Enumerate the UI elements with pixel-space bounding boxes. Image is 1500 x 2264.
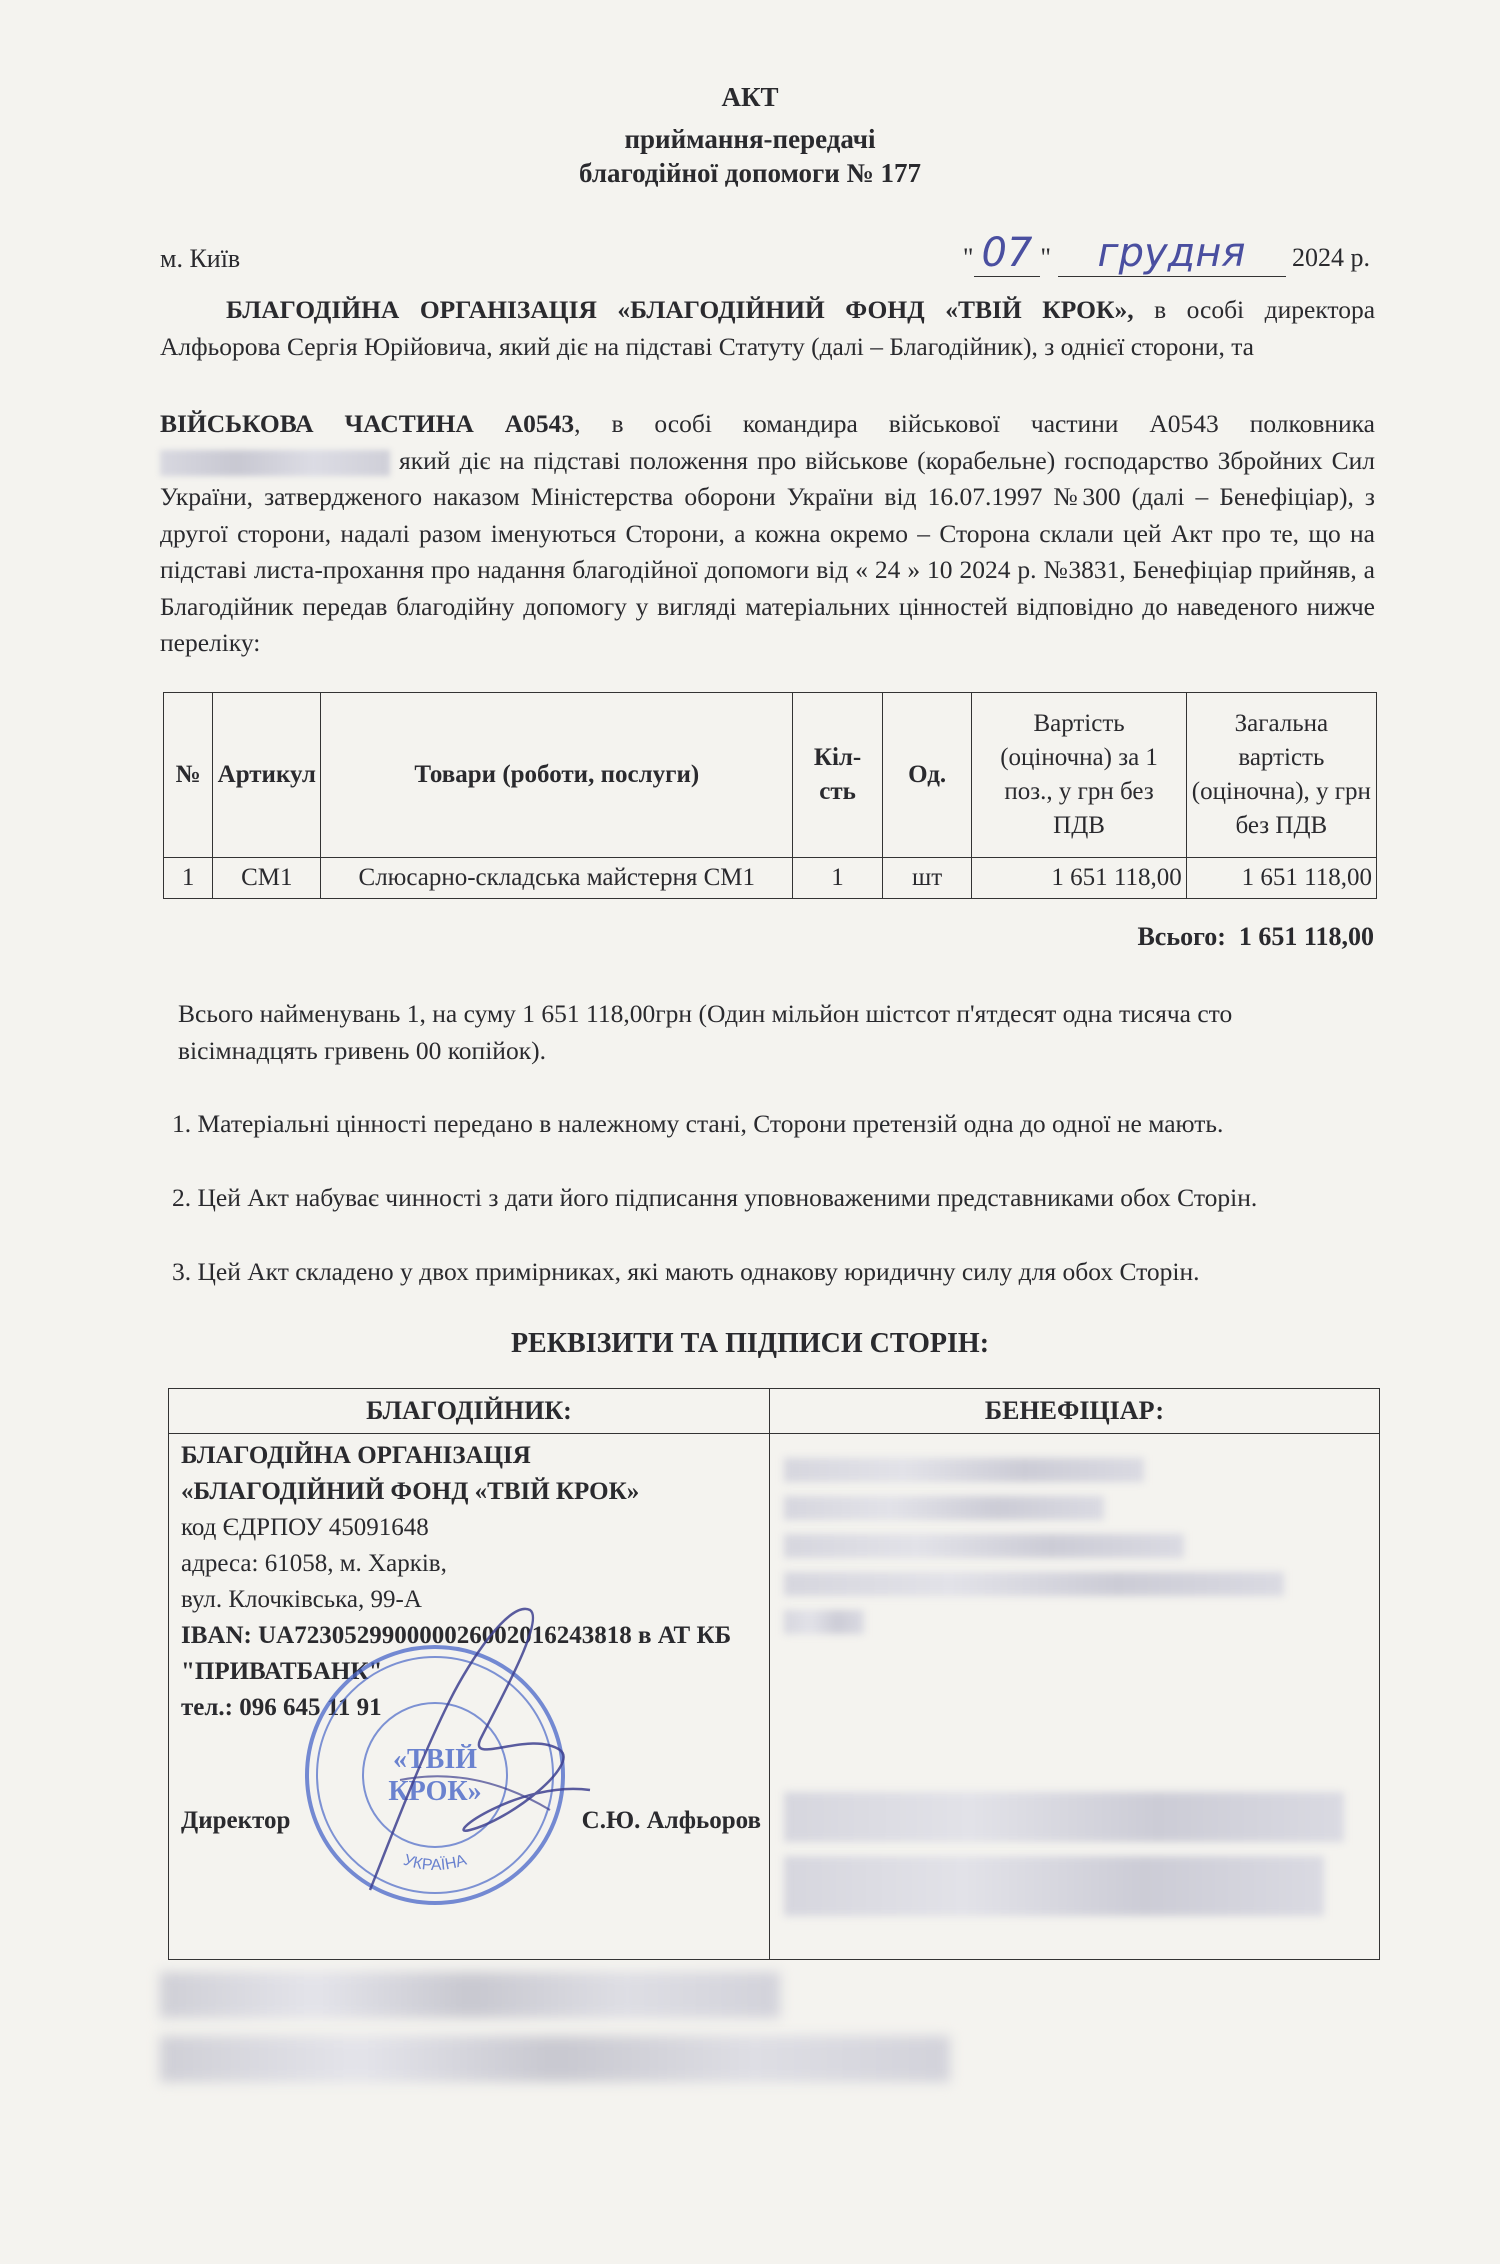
col-goods: Товари (роботи, послуги)	[321, 693, 793, 858]
stamp-center-2: КРОК»	[388, 1776, 482, 1807]
donor-org-text: в особі директора Алфьорова Сергія Юрійовича, який діє на підставі Статуту (далі – Благодійник), з однієї сторони, та	[160, 295, 1376, 361]
col-no: №	[164, 693, 213, 858]
city: м. Київ	[160, 244, 241, 273]
clause-1: 1. Матеріальні цінності передано в належному стані, Сторони претензій одна до одної не мають.	[172, 1109, 1224, 1138]
redacted-bottom-1	[160, 1972, 780, 2018]
stamp-center-1: «ТВІЙ	[392, 1744, 478, 1775]
beneficiary-redacted	[770, 1434, 1379, 1940]
grand-total	[1137, 922, 1374, 952]
col-sku: Артикул	[213, 693, 321, 858]
col-unit: Од.	[882, 693, 972, 858]
cell-qty: 1	[793, 858, 883, 899]
table-row	[164, 858, 1377, 899]
donor-address-1: адреса: 61058, м. Харків,	[181, 1550, 447, 1577]
beneficiary-paragraph	[160, 406, 1375, 662]
donor-iban: IBAN: UA723052990000026002016243818 в АТ КБ "ПРИВАТБАНК"	[181, 1622, 732, 1685]
donor-name-2: «БЛАГОДІЙНИЙ ФОНД «ТВІЙ КРОК»	[181, 1478, 640, 1505]
summary-text: Всього найменувань 1, на суму 1 651 118,00грн (Один мільйон шістсот п'ятдесят одна тисяча сто вісімнадцять гривень 00 копійок).	[178, 999, 1233, 1065]
donor-head: БЛАГОДІЙНИК:	[169, 1389, 769, 1434]
date-day: 07	[974, 230, 1041, 277]
clause-2: 2. Цей Акт набуває чинності з дати його підписання уповноваженими представниками обох Сторін.	[172, 1183, 1258, 1212]
doc-number: благодійної допомоги № 177	[579, 158, 921, 188]
date-month: грудня	[1058, 230, 1286, 277]
date-year: 2024 р.	[1292, 243, 1370, 272]
table-header-row	[164, 693, 1377, 858]
beneficiary-head: БЕНЕФІЦІАР:	[770, 1389, 1379, 1434]
total-label: Всього:	[1137, 922, 1226, 951]
donor-address-2: вул. Клочківська, 99-А	[181, 1586, 422, 1613]
cell-goods: Слюсарно-складська майстерня СМ1	[321, 858, 793, 899]
stamp-bottom: УКРАЇНА	[401, 1851, 469, 1875]
doc-title: АКТ	[721, 82, 779, 112]
doc-subtitle: приймання-передачі	[624, 124, 876, 154]
unit-text-2: який діє на підставі положення про військове (корабельне) господарство Збройних Сил України, затвердженого наказом Міністерства оборони України від 16.07.1997 №300 (далі – Бенефіціар), з другої сторони, надалі разом іменуються Сторони, а кожна окремо – Сторона склали цей Акт про те, що на підставі листа-прохання про надання благодійної допомоги від « 24 » 10 2024 р. №3831, Бенефіціар прийняв, а Благодійник передав благодійну допомогу у вигляді матеріальних цінностей відповідно до наведеного нижче переліку:	[160, 445, 1375, 657]
intro-paragraph	[160, 292, 1375, 365]
signature-icon	[330, 1580, 630, 1910]
beneficiary-column	[770, 1389, 1379, 1959]
unit-text-1: , в особі командира військової частини А0543 полковника	[574, 409, 1375, 438]
unit-name: ВІЙСЬКОВА ЧАСТИНА А0543	[160, 409, 575, 438]
donor-name-1: БЛАГОДІЙНА ОРГАНІЗАЦІЯ	[181, 1442, 531, 1469]
cell-unit: шт	[882, 858, 972, 899]
cell-no: 1	[164, 858, 213, 899]
col-price: Вартість (оціночна) за 1 поз., у грн без ПДВ	[972, 693, 1186, 858]
goods-table	[163, 692, 1377, 899]
donor-phone: тел.: 096 645 11 91	[181, 1694, 382, 1721]
total-value: 1 651 118,00	[1238, 922, 1374, 951]
col-qty: Кіл-сть	[793, 693, 883, 858]
clause-3: 3. Цей Акт складено у двох примірниках, які мають однакову юридичну силу для обох Сторін.	[172, 1257, 1200, 1286]
cell-sku: СМ1	[213, 858, 321, 899]
date: " 07 " грудня 2024 р.	[962, 230, 1370, 276]
requisites-title: РЕКВІЗИТИ ТА ПІДПИСИ СТОРІН:	[510, 1328, 990, 1359]
place-date-row	[160, 230, 1370, 290]
redacted-name	[160, 450, 390, 476]
redacted-bottom-2	[160, 2036, 950, 2082]
col-total: Загальна вартість (оціночна), у грн без ПДВ	[1186, 693, 1376, 858]
donor-code: код ЄДРПОУ 45091648	[181, 1514, 429, 1541]
director-label: Директор	[181, 1807, 291, 1834]
donor-org-name: БЛАГОДІЙНА ОРГАНІЗАЦІЯ «БЛАГОДІЙНИЙ ФОНД «ТВІЙ КРОК»,	[226, 295, 1134, 324]
cell-total: 1 651 118,00	[1186, 858, 1376, 899]
director-name: С.Ю. Алфьоров	[581, 1807, 761, 1834]
cell-price: 1 651 118,00	[972, 858, 1186, 899]
